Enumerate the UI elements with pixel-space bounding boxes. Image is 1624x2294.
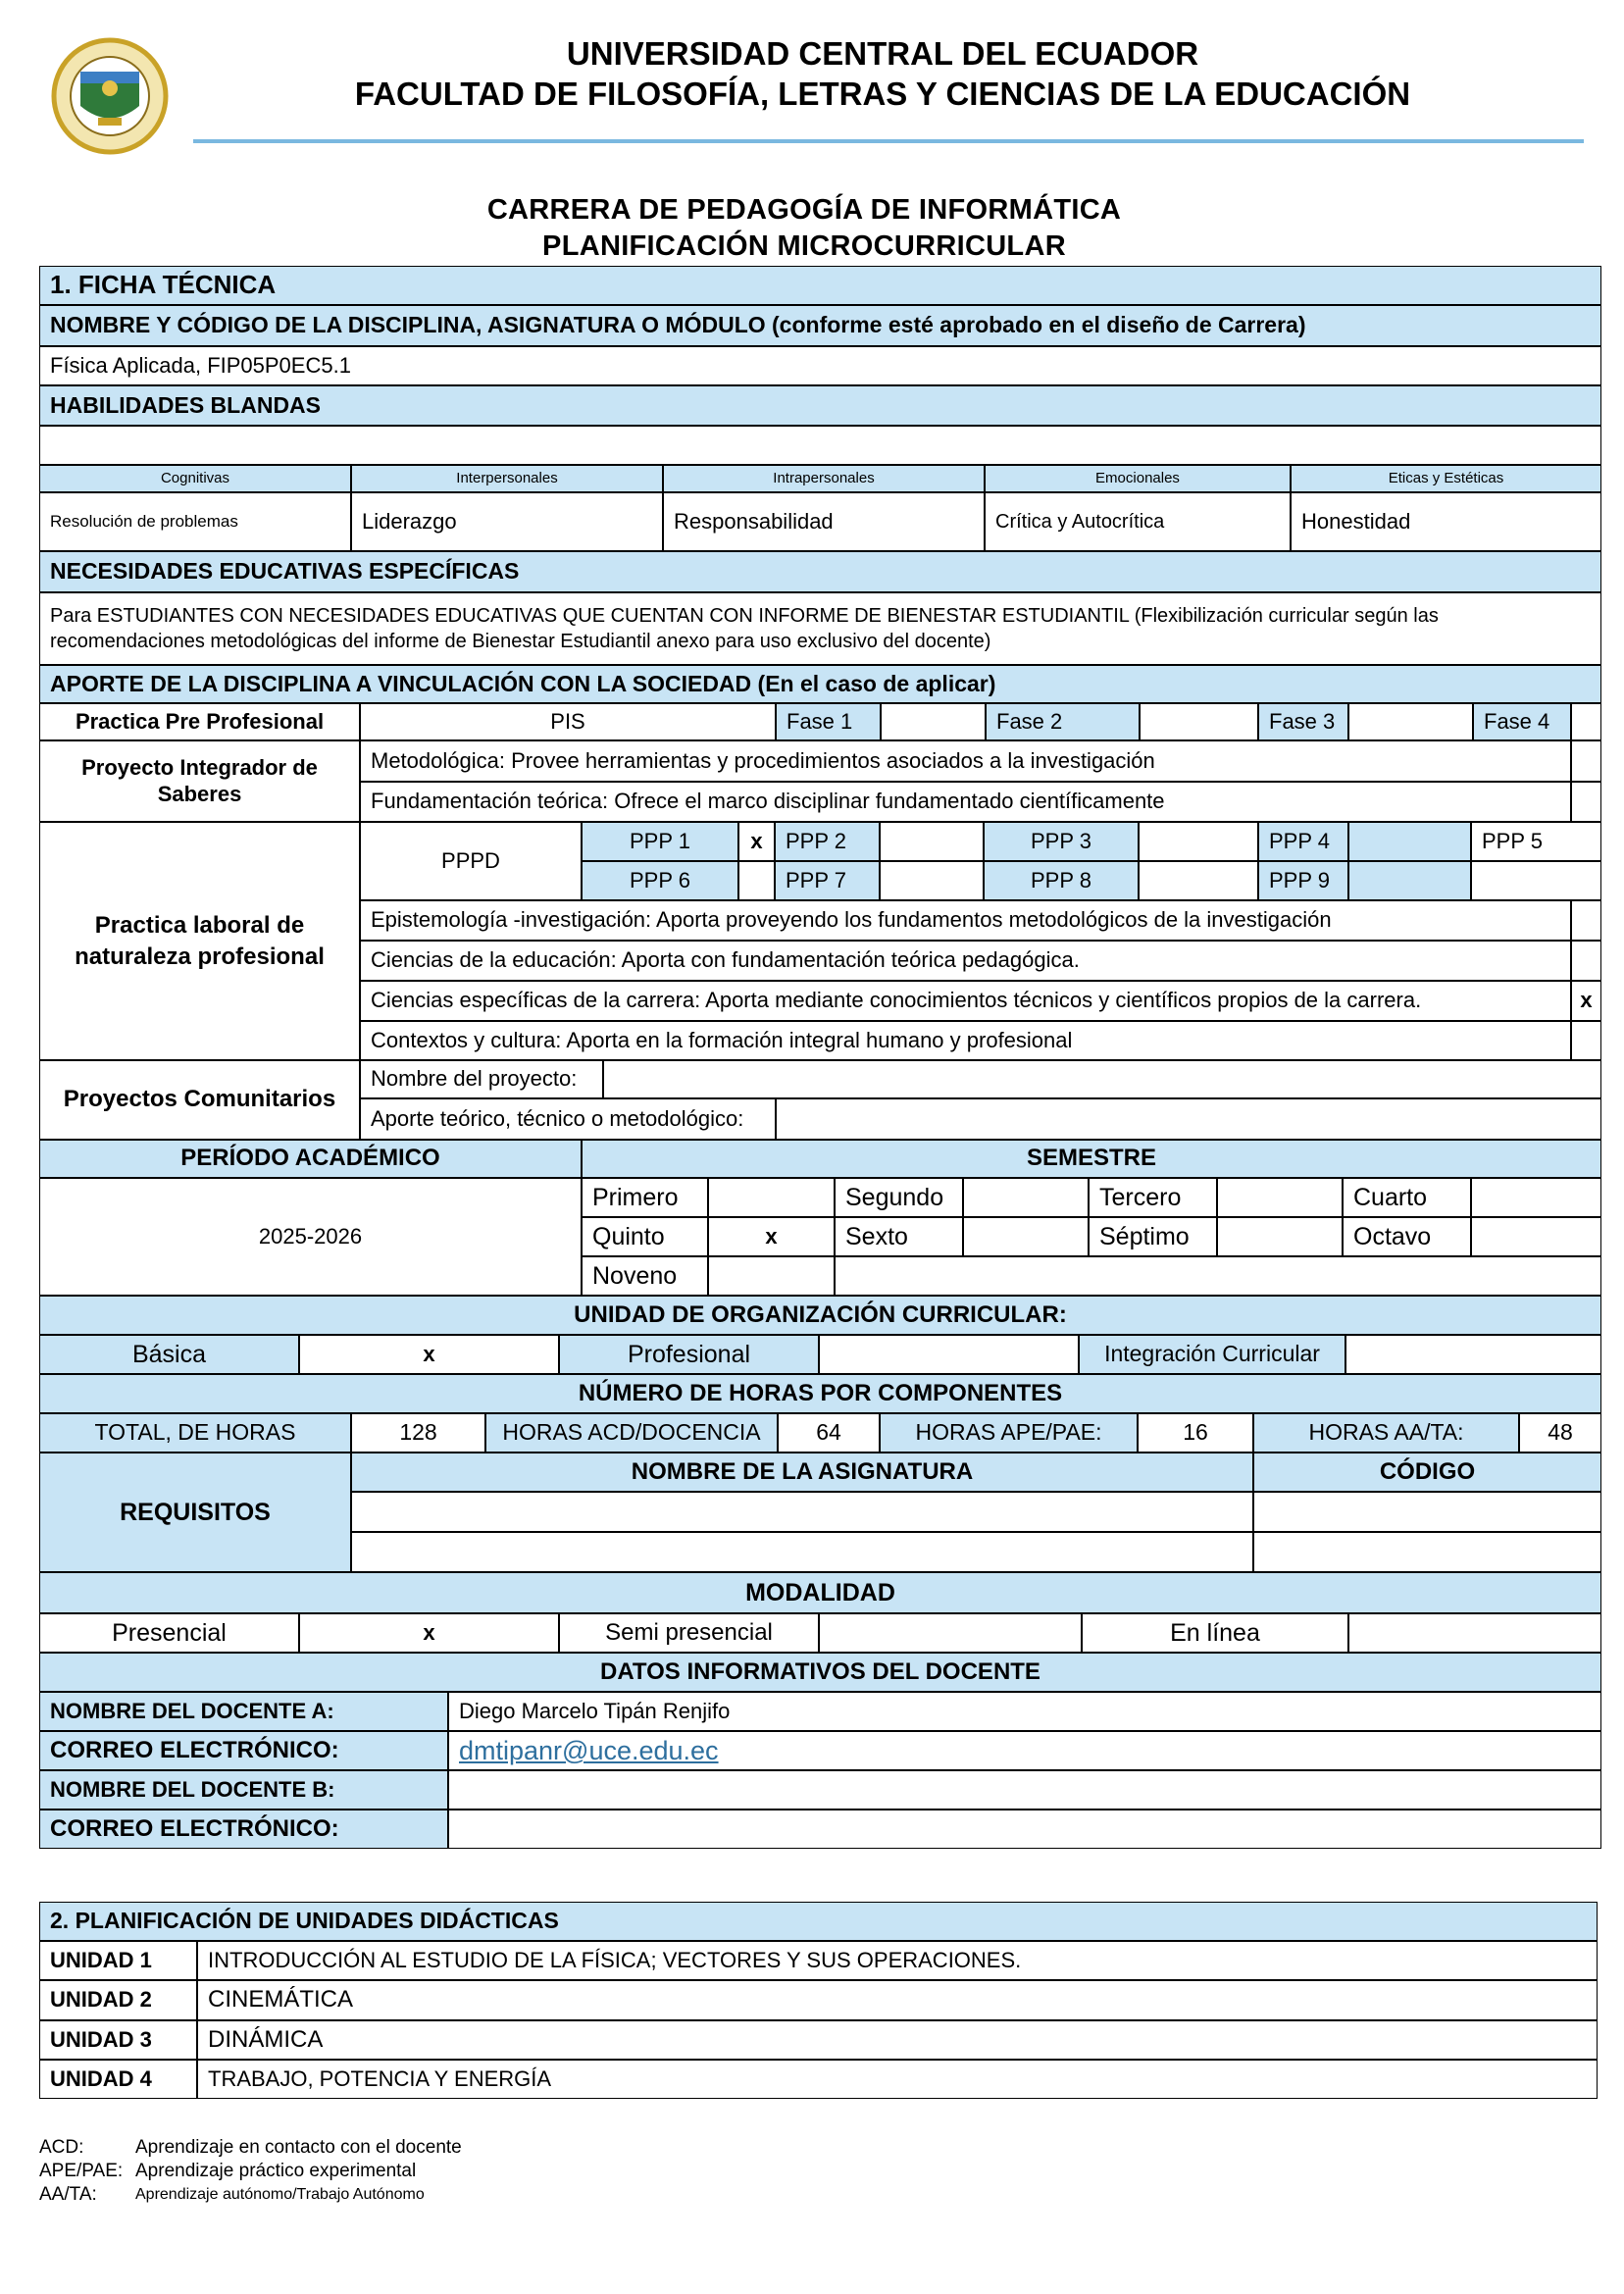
legend-abbr: AA/TA: [39,2184,97,2205]
periodo-value: 2025-2026 [39,1178,582,1296]
aporte-row: Ciencias de la educación: Aporta con fundamentación teórica pedagógica. [360,941,1571,981]
ppp-mark [1139,822,1258,861]
semestre-label: Quinto [582,1217,708,1256]
ppp-mark [1471,861,1601,900]
aporte-mark [1571,1021,1601,1060]
soft-skills-heading: HABILIDADES BLANDAS [39,385,1601,426]
unit-label: UNIDAD 2 [39,1980,197,2020]
project-contrib-label: Aporte teórico, técnico o metodológico: [360,1098,776,1140]
semestre-label: Cuarto [1343,1178,1471,1217]
skill-value: Crítica y Autocrítica [985,492,1291,551]
skill-value: Responsabilidad [663,492,985,551]
correo-a-link[interactable]: dmtipanr@uce.edu.ec [459,1735,719,1765]
total-label: TOTAL, DE HORAS [39,1413,351,1453]
req-code-cell [1253,1492,1601,1532]
skill-category: Intrapersonales [663,465,985,492]
nee-text: Para ESTUDIANTES CON NECESIDADES EDUCATIVAS QUE CUENTAN CON INFORME DE BIENESTAR ESTUDIANTIL (Flexibilización curricular según las recomendaciones metodológicas del informe de Bienestar Estudiantil anexo para uso exclusivo del docente) [39,592,1601,665]
document-title: PLANIFICACIÓN MICROCURRICULAR [542,230,1066,262]
docente-heading: DATOS INFORMATIVOS DEL DOCENTE [39,1653,1601,1692]
fase-label: Fase 3 [1258,703,1348,740]
ppp-item: PPP 1 [582,822,738,861]
university-seal-icon [51,37,169,155]
correo-b-value [448,1810,1601,1849]
unidad-integracion-mark [1345,1335,1601,1374]
modalidad-semipresencial-mark [819,1613,1082,1653]
aporte-mark [1571,900,1601,941]
unit-name: CINEMÁTICA [197,1980,1598,2020]
aporte-row: Contextos y cultura: Aporta en la formación integral humano y profesional [360,1021,1571,1060]
project-name-value [603,1060,1601,1098]
subject-heading: NOMBRE Y CÓDIGO DE LA DISCIPLINA, ASIGNATURA O MÓDULO (conforme esté aprobado en el diseño de Carrera) [39,305,1601,346]
unidad-heading: UNIDAD DE ORGANIZACIÓN CURRICULAR: [39,1296,1601,1335]
legend-abbr: APE/PAE: [39,2161,124,2181]
aporte-mark: x [1571,981,1601,1021]
modalidad-enlinea: En línea [1082,1613,1348,1653]
unit-label: UNIDAD 1 [39,1941,197,1980]
aporte-heading: APORTE DE LA DISCIPLINA A VINCULACIÓN CON LA SOCIEDAD (En el caso de aplicar) [39,665,1601,703]
aporte-row: Epistemología -investigación: Aporta proveyendo los fundamentos metodológicos de la investigación [360,900,1571,941]
ppp-item: PPP 7 [775,861,880,900]
pis-mark [1571,740,1601,782]
unit-label: UNIDAD 3 [39,2020,197,2060]
req-name-heading: NOMBRE DE LA ASIGNATURA [351,1453,1253,1492]
ppp-mark [880,861,984,900]
acd-label: HORAS ACD/DOCENCIA [485,1413,778,1453]
ape-label: HORAS APE/PAE: [880,1413,1138,1453]
pis-row: Fundamentación teórica: Ofrece el marco disciplinar fundamentado científicamente [360,782,1571,822]
pis-mark [1571,782,1601,822]
req-name-cell [351,1532,1253,1572]
req-name-cell [351,1492,1253,1532]
ape-value: 16 [1138,1413,1253,1453]
fase-label: Fase 1 [776,703,881,740]
aporte-row: Ciencias específicas de la carrera: Aporta mediante conocimientos técnicos y científicos propios de la carrera. [360,981,1571,1021]
pis-row: Metodológica: Provee herramientas y procedimientos asociados a la investigación [360,740,1571,782]
skill-category: Cognitivas [39,465,351,492]
ppp-mark [1348,822,1471,861]
periodo-heading: PERÍODO ACADÉMICO [39,1140,582,1178]
university-name: UNIVERSIDAD CENTRAL DEL ECUADOR [566,35,1199,72]
comunitarios-label: Proyectos Comunitarios [39,1060,360,1140]
ppp-item: PPP 4 [1258,822,1348,861]
faculty-name: FACULTAD DE FILOSOFÍA, LETRAS Y CIENCIAS DE LA EDUCACIÓN [354,76,1411,112]
aa-value: 48 [1519,1413,1601,1453]
modalidad-enlinea-mark [1348,1613,1601,1653]
semestre-label: Segundo [835,1178,963,1217]
unit-name: INTRODUCCIÓN AL ESTUDIO DE LA FÍSICA; VECTORES Y SUS OPERACIONES. [197,1941,1598,1980]
req-code-cell [1253,1532,1601,1572]
aa-label: HORAS AA/TA: [1253,1413,1519,1453]
ppp-mark [1348,861,1471,900]
requisitos-label: REQUISITOS [39,1453,351,1572]
ppp-item: PPP 9 [1258,861,1348,900]
semestre-mark [1471,1217,1601,1256]
semestre-mark [708,1178,835,1217]
skill-value: Liderazgo [351,492,663,551]
req-code-heading: CÓDIGO [1253,1453,1601,1492]
semestre-mark [1217,1178,1343,1217]
ppp-mark: x [738,822,775,861]
modalidad-presencial: Presencial [39,1613,299,1653]
skill-value: Honestidad [1291,492,1601,551]
semestre-label: Sexto [835,1217,963,1256]
laboral-label: Practica laboral de naturaleza profesional [39,822,360,1060]
unidad-integracion: Integración Curricular [1079,1335,1345,1374]
semestre-mark [963,1178,1089,1217]
docente-b-label: NOMBRE DEL DOCENTE B: [39,1770,448,1810]
legend-text: Aprendizaje en contacto con el docente [135,2137,462,2158]
ppp-label: Practica Pre Profesional [39,703,360,740]
aporte-mark [1571,941,1601,981]
semestre-mark: x [708,1217,835,1256]
ppp-item: PPP 2 [775,822,880,861]
modalidad-heading: MODALIDAD [39,1572,1601,1613]
semestre-mark [1471,1178,1601,1217]
legend-text: Aprendizaje autónomo/Trabajo Autónomo [135,2186,425,2203]
unidad-profesional-mark [819,1335,1079,1374]
unidad-profesional: Profesional [559,1335,819,1374]
fase-label: Fase 4 [1473,703,1571,740]
fase-value [1140,703,1258,740]
blank-row [39,426,1601,465]
pis-label: Proyecto Integrador de Saberes [39,740,360,822]
legend-abbr: ACD: [39,2137,84,2158]
modalidad-presencial-mark: x [299,1613,559,1653]
docente-a-value: Diego Marcelo Tipán Renjifo [448,1692,1601,1731]
semestre-label: Séptimo [1089,1217,1217,1256]
subject-value: Física Aplicada, FIP05P0EC5.1 [39,346,1601,385]
docente-b-value [448,1770,1601,1810]
skill-value: Resolución de problemas [39,492,351,551]
career-title: CARRERA DE PEDAGOGÍA DE INFORMÁTICA [486,194,1122,226]
docente-a-label: NOMBRE DEL DOCENTE A: [39,1692,448,1731]
semestre-label: Primero [582,1178,708,1217]
skill-category: Interpersonales [351,465,663,492]
semestre-heading: SEMESTRE [582,1140,1601,1178]
skill-category: Emocionales [985,465,1291,492]
unit-name: DINÁMICA [197,2020,1598,2060]
project-name-label: Nombre del proyecto: [360,1060,603,1098]
ppp-item: PPP 5 [1471,822,1601,861]
semestre-mark [708,1256,835,1296]
acd-value: 64 [778,1413,880,1453]
semestre-label: Octavo [1343,1217,1471,1256]
unidad-basica: Básica [39,1335,299,1374]
ppp-mark [1139,861,1258,900]
header-divider [193,139,1584,143]
unit-name: TRABAJO, POTENCIA Y ENERGÍA [197,2060,1598,2099]
section-title: 1. FICHA TÉCNICA [39,266,1601,305]
planificacion-title: 2. PLANIFICACIÓN DE UNIDADES DIDÁCTICAS [39,1902,1598,1941]
fase-value [1348,703,1473,740]
semestre-label: Noveno [582,1256,708,1296]
pppd-cell: PPPD [360,822,582,900]
correo-a-label: CORREO ELECTRÓNICO: [39,1731,448,1770]
unidad-basica-mark: x [299,1335,559,1374]
project-contrib-value [776,1098,1601,1140]
skill-category: Eticas y Estéticas [1291,465,1601,492]
semestre-mark [1217,1217,1343,1256]
ppp-item: PPP 6 [582,861,738,900]
total-value: 128 [351,1413,485,1453]
ppp-mark [738,861,775,900]
fase-label: Fase 2 [986,703,1140,740]
fase-value [881,703,986,740]
correo-b-label: CORREO ELECTRÓNICO: [39,1810,448,1849]
semestre-label: Tercero [1089,1178,1217,1217]
horas-heading: NÚMERO DE HORAS POR COMPONENTES [39,1374,1601,1413]
legend-text: Aprendizaje práctico experimental [135,2161,417,2181]
modalidad-semipresencial: Semi presencial [559,1613,819,1653]
semestre-empty [835,1256,1601,1296]
pis-cell: PIS [360,703,776,740]
correo-a-cell [448,1731,1601,1770]
semestre-mark [963,1217,1089,1256]
ppp-item: PPP 8 [984,861,1139,900]
fase-value [1571,703,1601,740]
unit-label: UNIDAD 4 [39,2060,197,2099]
nee-heading: NECESIDADES EDUCATIVAS ESPECÍFICAS [39,551,1601,592]
ppp-mark [880,822,984,861]
ppp-item: PPP 3 [984,822,1139,861]
